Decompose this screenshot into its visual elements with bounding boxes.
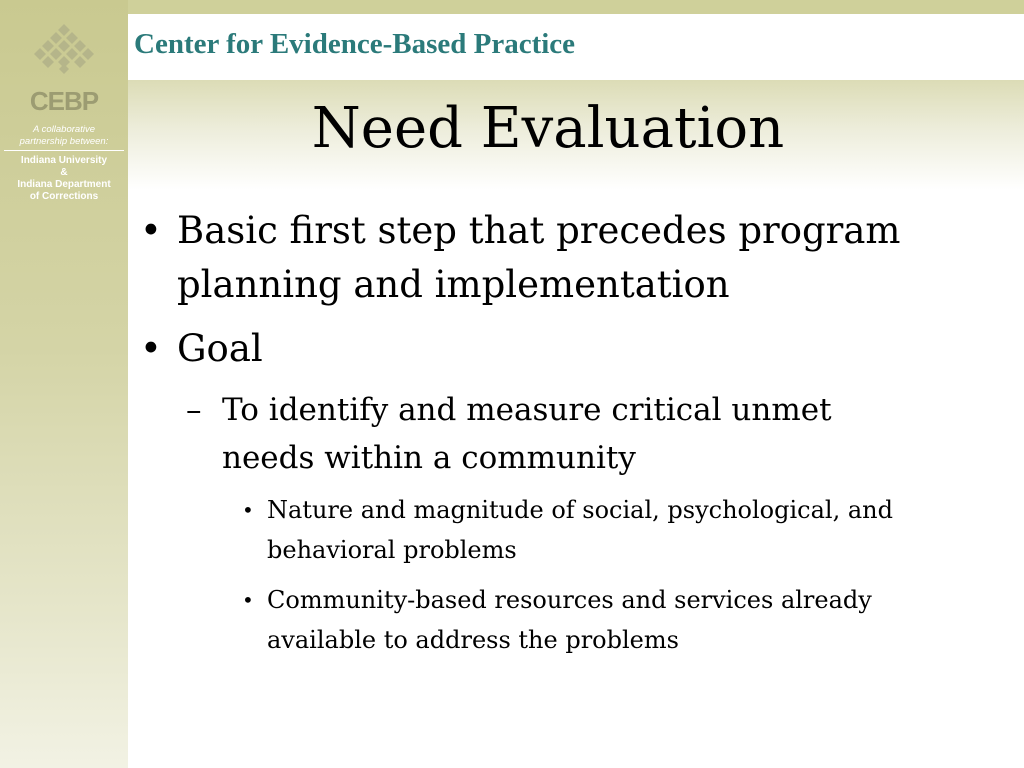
top-accent-strip xyxy=(0,0,1024,14)
bullet-text: Goal xyxy=(177,327,263,370)
organization-name: Center for Evidence-Based Practice xyxy=(134,28,576,60)
slide-title: Need Evaluation xyxy=(311,96,785,161)
partner-list xyxy=(0,155,128,203)
bullet-text: Nature and magnitude of social, psychological, and behavioral problems xyxy=(267,496,893,564)
collaboration-note xyxy=(0,124,128,148)
bullet-item-level3 xyxy=(242,580,917,660)
bullet-item-level1 xyxy=(140,322,977,376)
bullet-icon: • xyxy=(242,588,254,612)
bullet-text: Community-based resources and services already available to address the problems xyxy=(267,586,872,654)
sidebar-abbreviation: CEBP xyxy=(29,86,99,116)
bullet-icon: • xyxy=(140,209,162,252)
bullet-item-level1 xyxy=(140,204,977,312)
bullet-text: Basic first step that precedes program planning and implementation xyxy=(177,209,901,306)
cebp-logo-icon xyxy=(34,24,94,74)
bullet-icon: • xyxy=(242,498,254,522)
bullet-item-level2 xyxy=(186,386,912,482)
partner-line: Indiana University xyxy=(20,155,108,166)
sidebar-divider xyxy=(4,150,124,151)
bullet-item-level3 xyxy=(242,490,917,570)
bullet-icon: • xyxy=(140,327,162,370)
collaboration-line: partnership between: xyxy=(19,136,109,147)
partner-line: of Corrections xyxy=(29,191,99,202)
partner-line: Indiana Department xyxy=(17,179,111,190)
partner-line: & xyxy=(60,167,68,178)
bullet-text: To identify and measure critical unmet needs within a community xyxy=(222,392,832,476)
dash-icon: – xyxy=(186,392,202,428)
collaboration-line: A collaborative xyxy=(33,124,95,135)
